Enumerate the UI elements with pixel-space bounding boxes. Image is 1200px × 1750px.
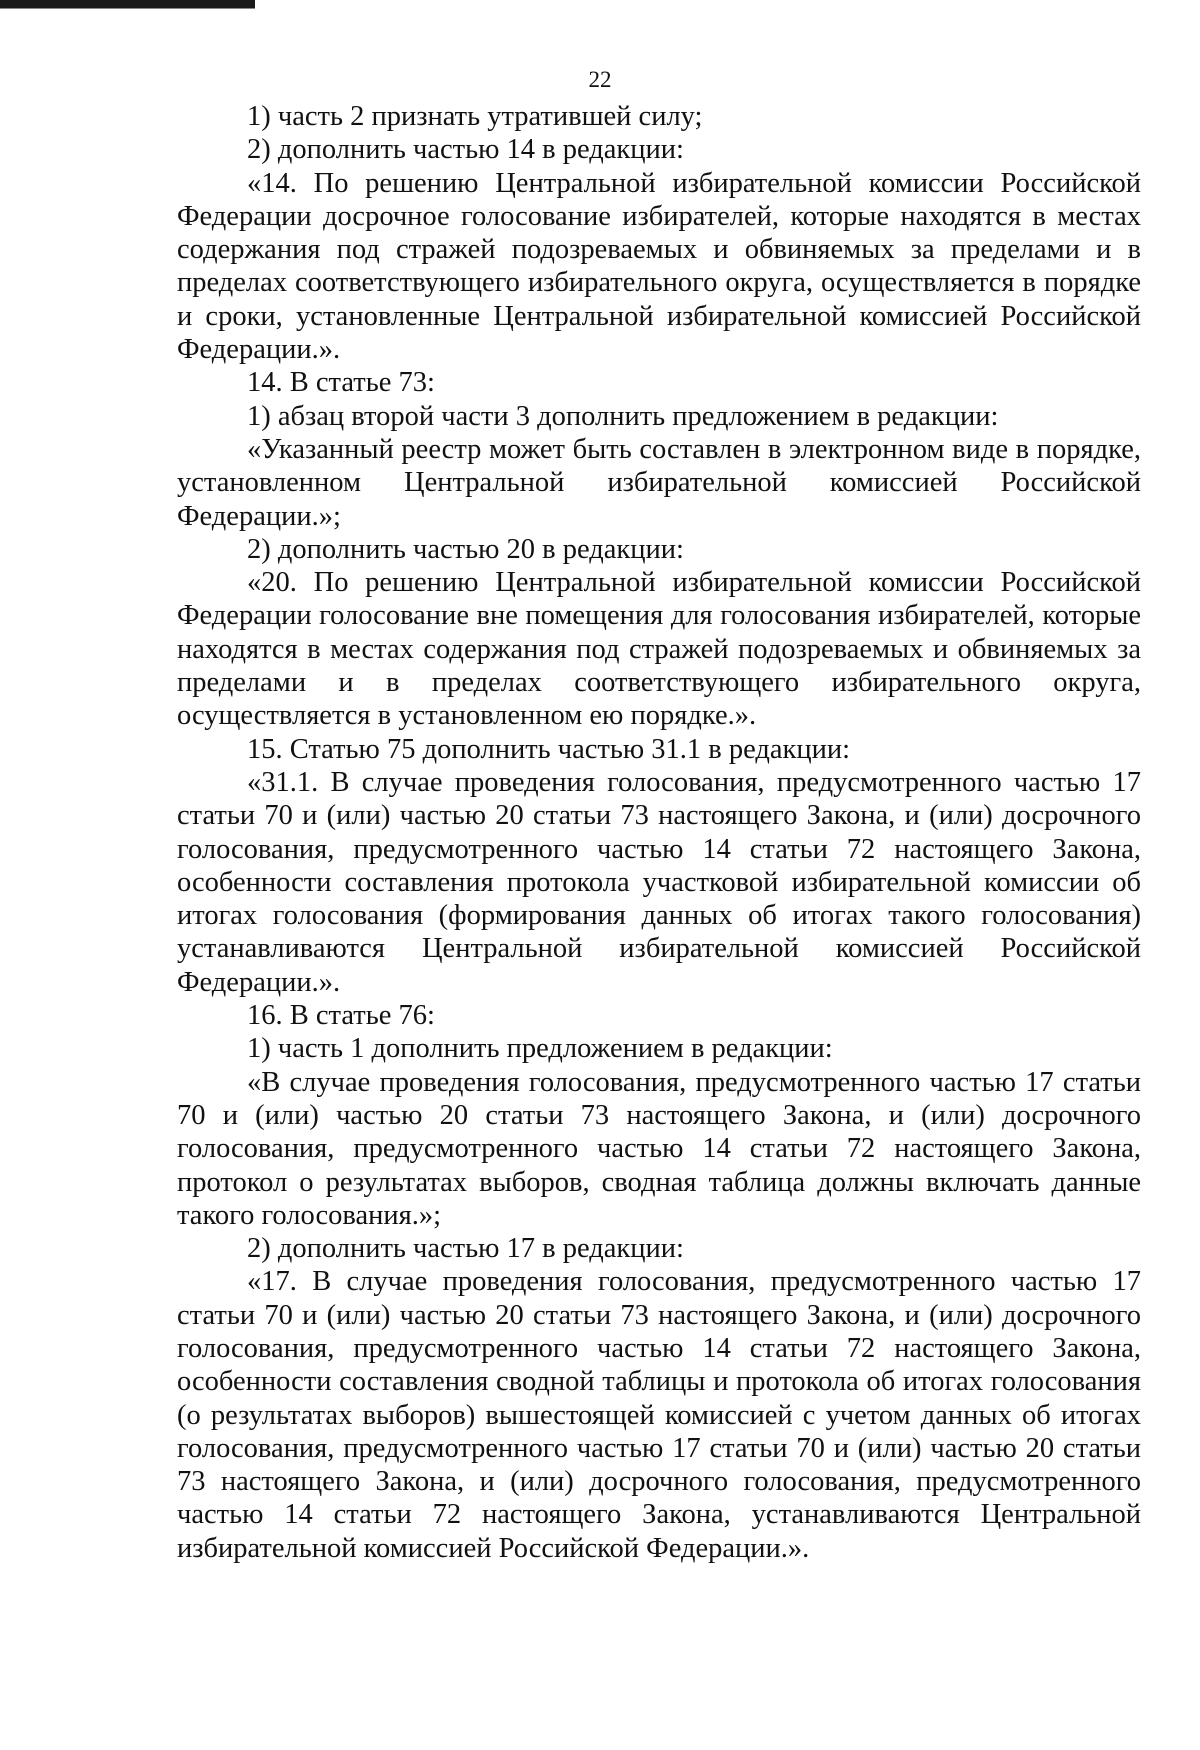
page-number: 22: [588, 67, 612, 92]
paragraph: 1) часть 1 дополнить предложением в редакции:: [247, 1033, 833, 1065]
scan-edge-mark: [0, 0, 255, 8]
paragraph: 2) дополнить частью 17 в редакции:: [247, 1233, 684, 1265]
section-heading: 16. В статье 76:: [247, 1000, 435, 1032]
paragraph: 2) дополнить частью 20 в редакции:: [247, 533, 684, 565]
paragraph: «В случае проведения голосования, предусмотренного частью 17 статьи 70 и (или) частью 20 статьи 73 настоящего Закона, и (или) досрочного голосования, предусмотренного частью 14 статьи 72 настоящего Закона, протокол о результатах выборов, сводная таблица должны включать данные такого голосования.»;: [177, 1066, 1141, 1231]
paragraph: «31.1. В случае проведения голосования, предусмотренного частью 17 статьи 70 и (или) частью 20 статьи 73 настоящего Закона, и (или) досрочного голосования, предусмотренного частью 14 статьи 72 настоящего Закона, особенности составления протокола участковой избирательной комиссии об итогах голосования (формирования данных об итогах такого голосования) устанавливаются Центральной избирательной комиссией Российской Федерации.».: [177, 766, 1141, 998]
paragraph: «Указанный реестр может быть составлен в электронном виде в порядке, установленном Центральной избирательной комиссией Российской Федерации.»;: [177, 433, 1141, 532]
paragraph: 2) дополнить частью 14 в редакции:: [247, 134, 684, 166]
paragraph: 1) абзац второй части 3 дополнить предложением в редакции:: [247, 400, 999, 432]
section-heading: 15. Статью 75 дополнить частью 31.1 в редакции:: [247, 733, 851, 765]
paragraph: «20. По решению Центральной избирательной комиссии Российской Федерации голосование вне помещения для голосования избирателей, которые находятся в местах содержания под стражей подозреваемых и обвиняемых за пределами и в пределах соответствующего избирательного округа, осуществляется в установленном ею порядке.».: [177, 567, 1141, 732]
section-heading: 14. В статье 73:: [247, 367, 435, 399]
document-body: [177, 100, 1141, 1565]
paragraph: «14. По решению Центральной избирательной комиссии Российской Федерации досрочное голосование избирателей, которые находятся в местах содержания под стражей подозреваемых и обвиняемых за пределами и в пределах соответствующего избирательного округа, осуществляется в порядке и сроки, установленные Центральной избирательной комиссией Российской Федерации.».: [177, 167, 1141, 366]
paragraph: «17. В случае проведения голосования, предусмотренного частью 17 статьи 70 и (или) частью 20 статьи 73 настоящего Закона, и (или) досрочного голосования, предусмотренного частью 14 статьи 72 настоящего Закона, особенности составления сводной таблицы и протокола об итогах голосования (о результатах выборов) вышестоящей комиссией с учетом данных об итогах голосования, предусмотренного частью 17 статьи 70 и (или) частью 20 статьи 73 настоящего Закона, и (или) досрочного голосования, предусмотренного частью 14 статьи 72 настоящего Закона, устанавливаются Центральной избирательной комиссией Российской Федерации.».: [177, 1266, 1141, 1564]
paragraph: 1) часть 2 признать утратившей силу;: [247, 101, 703, 132]
